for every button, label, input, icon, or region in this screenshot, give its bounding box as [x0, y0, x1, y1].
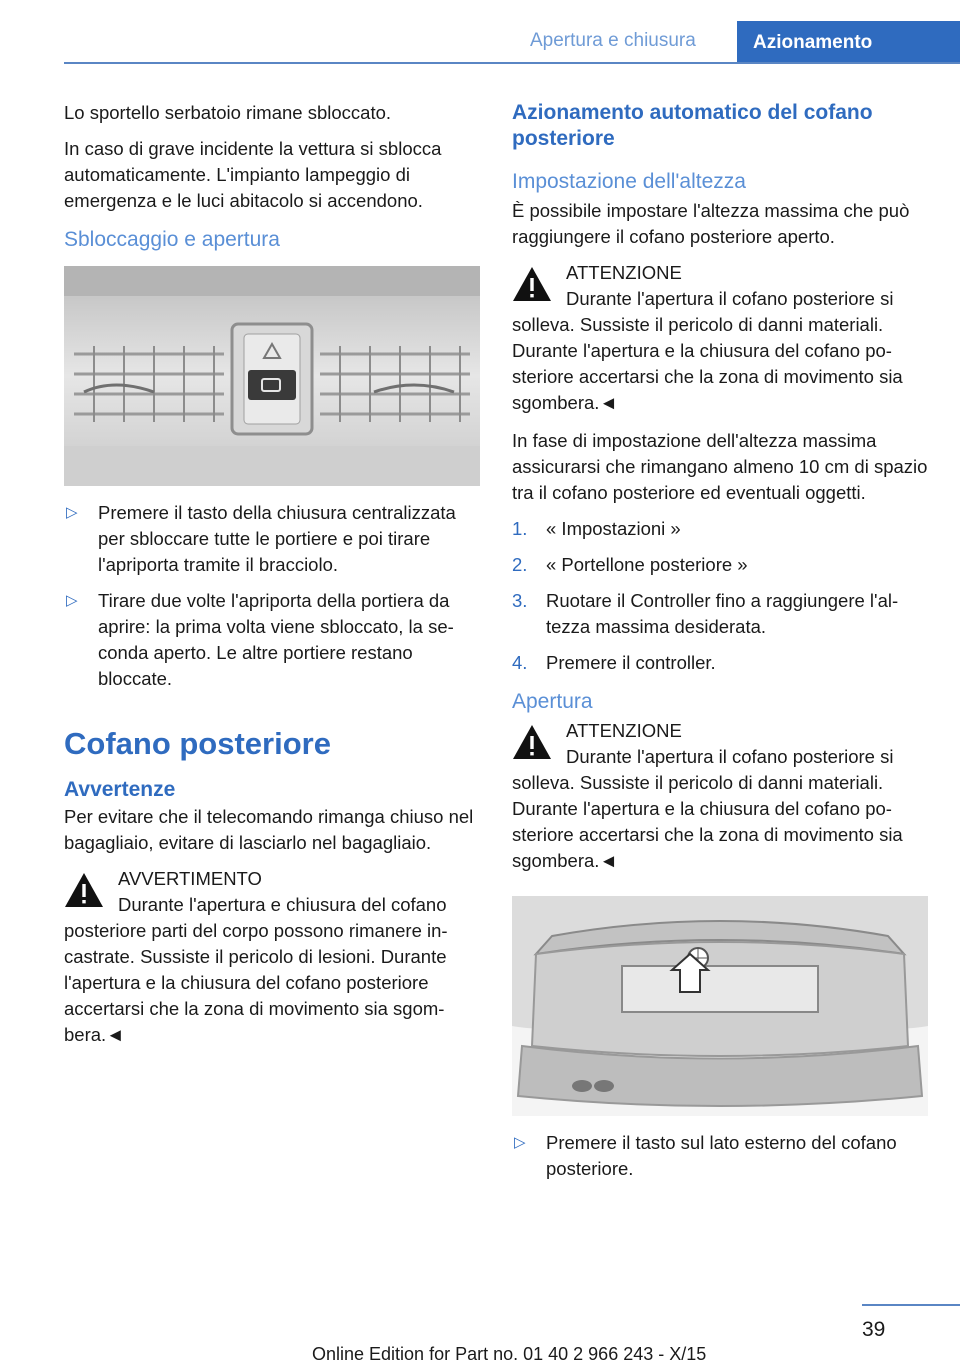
warning-title: ATTENZIONE [566, 262, 682, 283]
page-number: 39 [862, 1318, 886, 1341]
unlock-steps-list [64, 500, 480, 692]
paragraph: Per evitare che il telecomando rimanga chiuso nel bagagliaio, evitare di lasciarlo nel bagagliaio. [64, 806, 474, 853]
door-switch-image [64, 266, 480, 486]
warning-triangle-icon [64, 872, 104, 908]
warning-triangle-icon [512, 724, 552, 760]
list-item: 2. « Portellone posteriore » [512, 554, 748, 575]
heading-azionamento-automatico: Azionamento automatico del cofano posteriore [512, 101, 873, 150]
header-section-title: Apertura e chiusura [530, 30, 696, 51]
triangle-bullet-icon: ▷ [66, 592, 78, 609]
paragraph: È possibile impostare l'altezza massima che può raggiungere il cofano posteriore aperto. [512, 200, 910, 247]
right-column [512, 100, 928, 1192]
warning-block [512, 718, 928, 874]
warning-title: AVVERTIMENTO [118, 868, 262, 889]
heading-cofano-posteriore: Cofano posteriore [64, 726, 331, 761]
paragraph: In caso di grave incidente la vettura si sblocca automaticamente. L'impianto lampeggio di emergenza e le luci abitacolo si accendono. [64, 138, 442, 211]
list-item: ▷ Premere il tasto sul lato esterno del cofano posteriore. [514, 1132, 897, 1179]
heading-impostazione-altezza: Impostazione dell'altezza [512, 170, 746, 193]
heading-unlock: Sbloccaggio e apertura [64, 228, 280, 251]
open-steps-list [512, 1130, 928, 1182]
warning-block [512, 260, 928, 416]
warning-text: Durante l'apertura il cofano posteriore si solleva. Sussiste il pericolo di danni materiali. Durante l'apertura e la chiusura del cofano posteriore accertarsi che la zona di movimento sia sgombera.◄ [512, 746, 903, 871]
triangle-bullet-icon: ▷ [514, 1134, 526, 1151]
car-trunk-image [512, 896, 928, 1116]
list-item: ▷ Tirare due volte l'apriporta della portiera da aprire: la prima volta viene sbloccato, la seconda aperto. Le altre portiere restano bloccate. [66, 590, 454, 689]
warning-triangle-icon [512, 266, 552, 302]
heading-avvertenze: Avvertenze [64, 778, 176, 801]
list-item: 4. Premere il controller. [512, 652, 716, 673]
list-item: ▷ Premere il tasto della chiusura centralizzata per sbloccare tutte le portiere e poi tirare l'apriporta tramite il bracciolo. [66, 502, 456, 575]
paragraph: Lo sportello serbatoio rimane sbloccato. [64, 102, 392, 123]
car-trunk-illustration [512, 896, 928, 1116]
list-item: 1. « Impostazioni » [512, 518, 681, 539]
triangle-bullet-icon: ▷ [66, 504, 78, 521]
height-steps-list [512, 516, 928, 676]
warning-text: Durante l'apertura il cofano posteriore si solleva. Sussiste il pericolo di danni materiali. Durante l'apertura e la chiusura del cofano posteriore accertarsi che la zona di movimento sia sgombera.◄ [512, 288, 903, 413]
footer-edition: Online Edition for Part no. 01 40 2 966 243 - X/15 [312, 1344, 707, 1364]
warning-title: ATTENZIONE [566, 720, 682, 741]
door-switch-illustration [64, 266, 480, 486]
heading-apertura: Apertura [512, 690, 593, 713]
paragraph: In fase di impostazione dell'altezza massima assicurarsi che rimangano almeno 10 cm di spazio tra il cofano posteriore ed eventuali oggetti. [512, 430, 928, 503]
header-tab: Azionamento [737, 21, 960, 63]
list-item: 3. Ruotare il Controller fino a raggiungere l'altezza massima desiderata. [512, 590, 899, 637]
footer-rule [862, 1304, 960, 1306]
header-rule [64, 62, 960, 64]
warning-text: Durante l'apertura e chiusura del cofano posteriore parti del corpo possono rimanere incastrate. Sussiste il pericolo di lesioni. Durante l'apertura e la chiusura del cofano posteriore accertarsi che la zona di movimento sia sgombera.◄ [64, 894, 448, 1045]
left-column [64, 100, 480, 1060]
warning-block [64, 866, 480, 1048]
